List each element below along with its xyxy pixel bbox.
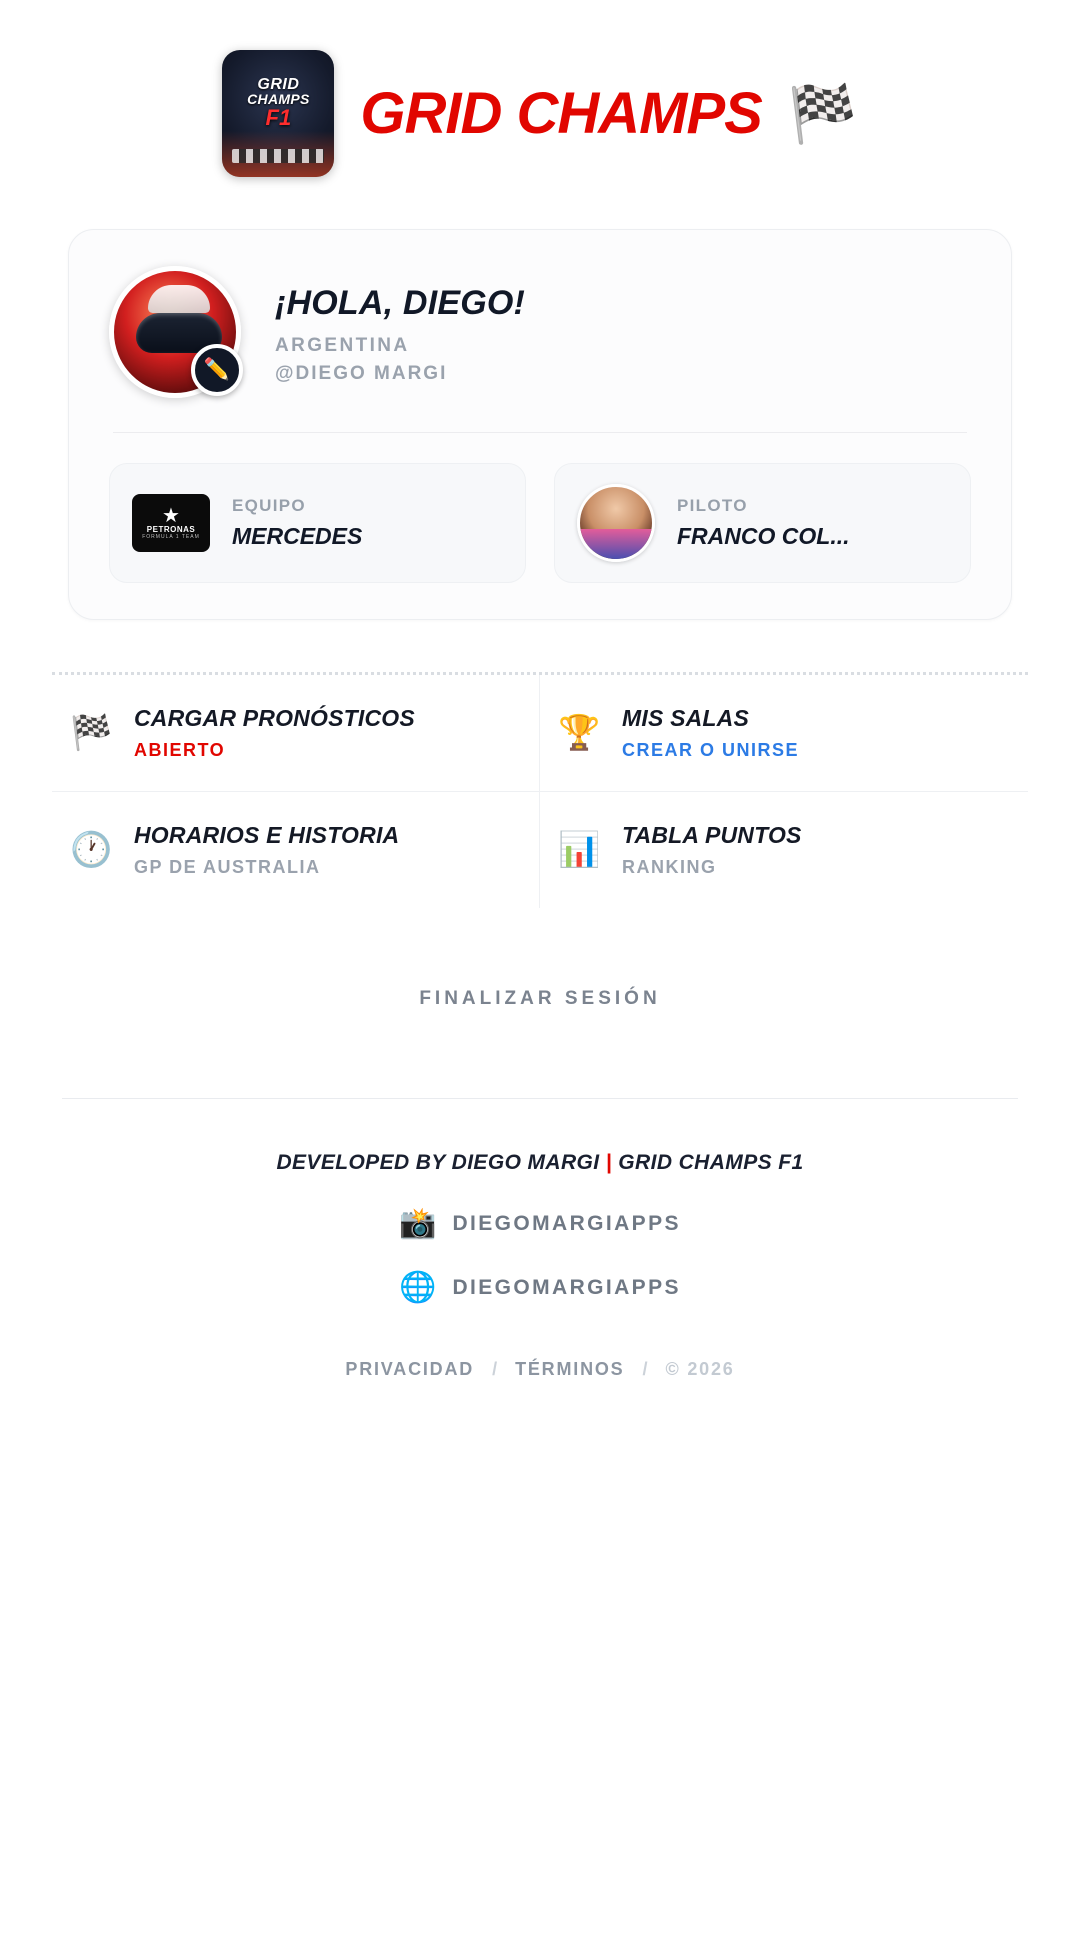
menu-item-subtitle: CREAR O UNIRSE [622,740,800,760]
country-label: ARGENTINA [275,334,410,356]
avatar-helmet-crest [148,285,210,313]
developer-credit-suffix: GRID CHAMPS F1 [612,1151,804,1174]
team-chip-text [232,496,362,550]
profile-header [109,266,971,398]
team-logo-line1: PETRONAS [146,524,196,534]
menu-item-cargar-pronosticos[interactable] [52,675,540,792]
page-title: GRID CHAMPS [360,80,762,146]
menu-item-texts [134,822,399,878]
menu-item-subtitle: GP DE AUSTRALIA [134,857,321,877]
globe-icon: 🌐 [399,1271,437,1304]
developer-credit [0,1151,1080,1175]
legal-links [0,1359,1080,1380]
app-logo-line2: CHAMPS [247,91,310,107]
bar-chart-icon: 📊 [558,831,601,869]
menu-item-texts [134,705,415,761]
greeting-text: ¡HOLA, DIEGO! [275,283,526,322]
legal-separator-1: / [492,1359,498,1379]
menu-item-texts [622,822,802,878]
driver-label: PILOTO [677,496,748,515]
menu-item-mis-salas[interactable] [540,675,1028,792]
driver-photo [577,484,655,562]
logout-button[interactable]: FINALIZAR SESIÓN [419,988,661,1009]
camera-icon: 📸 [399,1207,437,1240]
website-handle: DIEGOMARGIAPPS [452,1276,681,1299]
menu-item-texts [622,705,799,761]
team-value: MERCEDES [232,523,363,549]
menu-item-title: CARGAR PRONÓSTICOS [134,705,415,731]
driver-chip[interactable] [554,463,971,583]
pencil-icon: ✏️ [203,358,231,381]
team-label: EQUIPO [232,496,306,515]
menu-item-tabla-puntos[interactable] [540,792,1028,908]
driver-value: FRANCO COL... [677,523,850,549]
menu-item-subtitle: RANKING [622,857,717,877]
website-link[interactable] [0,1273,1080,1303]
profile-chips [109,463,971,583]
app-logo-badge [236,77,320,129]
menu-item-title: TABLA PUNTOS [622,822,802,848]
profile-divider [113,432,967,433]
edit-avatar-button[interactable] [191,344,243,396]
checkered-flag-icon: 🏁 [787,81,858,145]
checkered-flag-icon: 🏁 [70,714,113,752]
legal-separator-2: / [642,1359,648,1379]
app-logo-line3: F1 [265,105,292,130]
app-logo-track [232,149,324,163]
profile-card [68,229,1012,620]
app-header [0,0,1080,191]
team-logo-line2: FORMULA 1 TEAM [142,533,200,540]
menu-item-subtitle: ABIERTO [134,740,226,760]
trophy-icon: 🏆 [558,714,601,752]
mercedes-logo-icon [132,494,210,552]
clock-icon: 🕐 [70,831,113,869]
avatar-wrapper [109,266,241,398]
terms-link[interactable]: TÉRMINOS [515,1359,625,1379]
user-handle: @DIEGO MARGI [275,362,448,384]
privacy-link[interactable]: PRIVACIDAD [345,1359,475,1379]
instagram-handle: DIEGOMARGIAPPS [452,1212,681,1235]
menu-item-title: HORARIOS E HISTORIA [134,822,400,848]
developer-credit-prefix: DEVELOPED BY DIEGO MARGI [276,1151,606,1174]
copyright-text: © 2026 [665,1359,735,1379]
profile-info [275,280,525,385]
driver-chip-text [677,496,850,550]
app-footer [0,1099,1080,1380]
menu-item-title: MIS SALAS [622,705,750,731]
app-logo-line1: GRID [257,76,300,93]
app-logo [222,50,334,177]
instagram-link[interactable] [0,1209,1080,1239]
main-menu [52,675,1028,908]
driver-suit [580,529,652,559]
menu-item-horarios-e-historia[interactable] [52,792,540,908]
team-chip[interactable] [109,463,526,583]
mercedes-star-glyph: ★ [162,504,180,527]
developer-credit-separator: | [605,1151,613,1174]
